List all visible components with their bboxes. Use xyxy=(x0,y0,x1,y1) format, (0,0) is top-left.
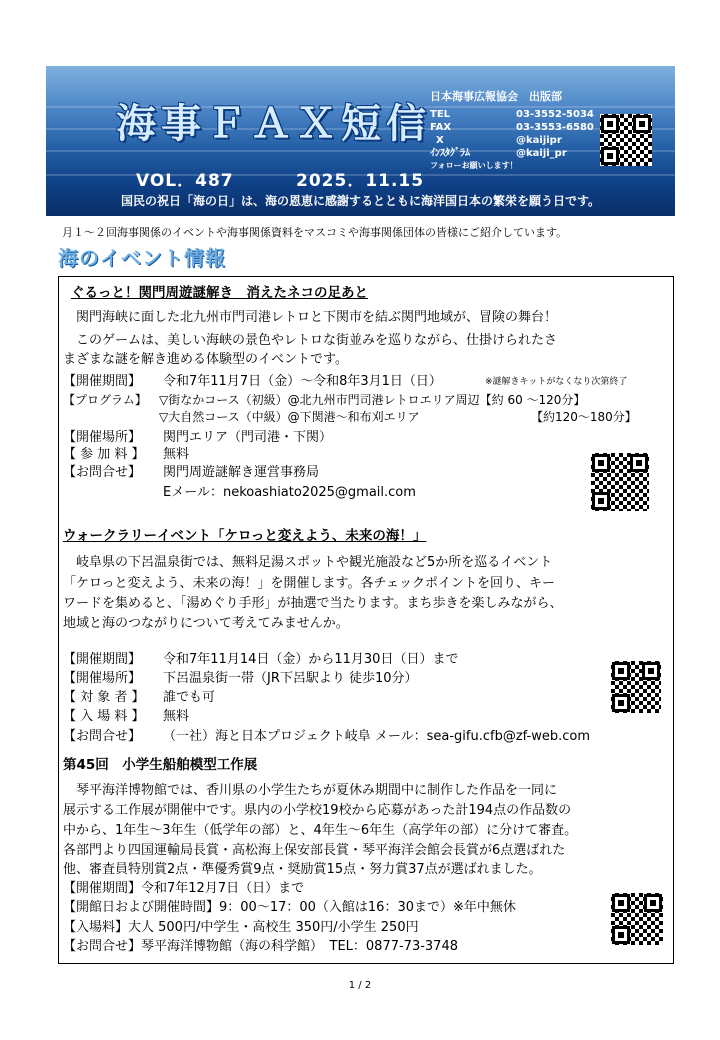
contact-fax: FAX 03-3553-6580 xyxy=(430,122,594,133)
event1-period-value: 令和7年11月7日（金）～令和8年3月1日（日） xyxy=(163,374,442,389)
event2-venue-value: 下呂温泉街一帯（JR下呂駅より 徒歩10分） xyxy=(163,671,418,686)
event2-body-line: 岐阜県の下呂温泉街では、無料足湯スポットや観光施設など5か所を巡るイベント xyxy=(63,555,553,570)
event1-fee-label: 【 参 加 料 】 xyxy=(63,447,145,462)
event1-body-line: このゲームは、美しい海峡の景色やレトロな街並みを巡りながら、仕掛けられたさ xyxy=(63,333,558,348)
event2-venue-label: 【開催場所】 xyxy=(63,671,142,686)
event3-qr-code xyxy=(611,893,663,945)
event1-fee-value: 無料 xyxy=(163,447,190,462)
header-qr-code xyxy=(600,114,652,166)
event2-period-label: 【開催期間】 xyxy=(63,652,142,667)
event1-program-2: ▽大自然コース（中級）@下関港～和布刈エリア xyxy=(159,410,420,424)
event1-venue-value: 関門エリア（門司港・下関） xyxy=(163,430,333,445)
event2-title: ウォークラリーイベント「ケロっと変えよう、未来の海！」 xyxy=(63,528,427,544)
issue-date: 2025．11.15 xyxy=(296,171,425,191)
event3-body-line: 中から、1年生～3年生（低学年の部）と、4年生～6年生（高学年の部）に分けて審査。 xyxy=(63,823,578,838)
contact-x: X @kaijipr xyxy=(436,135,562,146)
event2-body-line: ワードを集めると、「湯めぐり手形」が抽選で当たります。まち歩きを楽しみながら、 xyxy=(63,596,563,611)
event2-target-label: 【 対 象 者 】 xyxy=(63,690,145,705)
event1-program-1: ▽街なかコース（初級）@北九州市門司港レトロエリア周辺【約 60 ～120分】 xyxy=(159,393,586,407)
volume-number: VOL．487 xyxy=(136,171,234,191)
event1-period-note: ※謎解きキットがなくなり次第終了 xyxy=(485,377,628,387)
event2-fee-label: 【 入 場 料 】 xyxy=(63,709,145,724)
event1-period-label: 【開催期間】 xyxy=(63,374,142,389)
events-box xyxy=(58,276,674,964)
event1-contact-label: 【お問合せ】 xyxy=(63,465,142,480)
newsletter-title: 海事ＦＡＸ短信 xyxy=(116,101,431,147)
event3-body-line: 他、審査員特別賞2点・準優秀賞9点・奨励賞15点・努力賞37点が選ばれました。 xyxy=(63,862,542,877)
event3-fee: 【入場料】大人 500円/中学生・高校生 350円/小学生 250円 xyxy=(63,920,419,935)
event1-contact-value: 関門周遊謎解き運営事務局 xyxy=(163,465,320,480)
event2-contact-value: （一社）海と日本プロジェクト岐阜 メール：sea-gifu.cfb@zf-web.com xyxy=(163,729,590,744)
contact-instagram: ｲﾝｽﾀｸﾞﾗﾑ @kaiji_pr xyxy=(430,148,567,159)
contact-tel: TEL 03-3552-5034 xyxy=(430,109,594,120)
event3-body-line: 各部門より四国運輸局長賞・高松海上保安部長賞・琴平海洋会館会長賞が6点選ばれた xyxy=(63,843,566,858)
event2-qr-code xyxy=(611,661,661,713)
event2-period-value: 令和7年11月14日（金）から11月30日（日）まで xyxy=(163,652,459,667)
event3-body-line: 琴平海洋博物館では、香川県の小学生たちが夏休み期間中に制作した作品を一同に xyxy=(63,783,558,798)
section-heading: 海のイベント情報 xyxy=(58,246,226,270)
event2-target-value: 誰でも可 xyxy=(163,690,216,705)
event1-title: ぐるっと！関門周遊謎解き 消えたネコの足あと xyxy=(71,285,368,301)
event2-contact-label: 【お問合せ】 xyxy=(63,729,142,744)
event1-body-line: まざまな謎を解き進める体験型のイベントです。 xyxy=(63,352,348,367)
slogan: 国民の祝日「海の日」は、海の恩恵に感謝するとともに海洋国日本の繁栄を願う日です。 xyxy=(120,194,601,208)
event2-body-line: 「ケロっと変えよう、未来の海！」を開催します。各チェックポイントを回り、キー xyxy=(63,576,556,591)
event1-program-2-time: 【約120～180分】 xyxy=(531,410,637,424)
event3-contact: 【お問合せ】琴平海洋博物館（海の科学館） TEL：0877-73-3748 xyxy=(63,939,458,954)
event2-body-line: 地域と海のつながりについて考えてみませんか。 xyxy=(63,616,349,631)
event1-venue-label: 【開催場所】 xyxy=(63,430,142,445)
contact-block xyxy=(430,108,594,172)
event3-hours: 【開館日および開催時間】9：00～17：00（入館は16：30まで）※年中無休 xyxy=(63,900,516,915)
event1-qr-code xyxy=(591,453,649,511)
event3-title: 第45回 小学生船舶模型工作展 xyxy=(63,757,258,773)
event2-fee-value: 無料 xyxy=(163,709,190,724)
event1-email[interactable]: Eメール：nekoashiato2025@gmail.com xyxy=(163,485,416,500)
event1-body-line: 関門海峡に面した北九州市門司港レトロと下関市を結ぶ関門地域が、冒険の舞台！ xyxy=(63,310,558,325)
header-banner xyxy=(46,66,675,216)
event1-program-label: 【プログラム】 xyxy=(63,393,147,407)
publisher-name: 日本海事広報協会 出版部 xyxy=(430,90,562,103)
page-number: 1 / 2 xyxy=(348,980,372,991)
event3-period: 【開催期間】令和7年12月7日（日）まで xyxy=(63,881,305,896)
intro-text: 月１～２回海事関係のイベントや海事関係資料をマスコミや海事関係団体の皆様にご紹介しています。 xyxy=(62,226,568,239)
event3-body-line: 展示する工作展が開催中です。県内の小学校19校から応募があった計194点の作品数の xyxy=(63,803,572,818)
follow-note: フォローお願いします！ xyxy=(430,161,518,170)
